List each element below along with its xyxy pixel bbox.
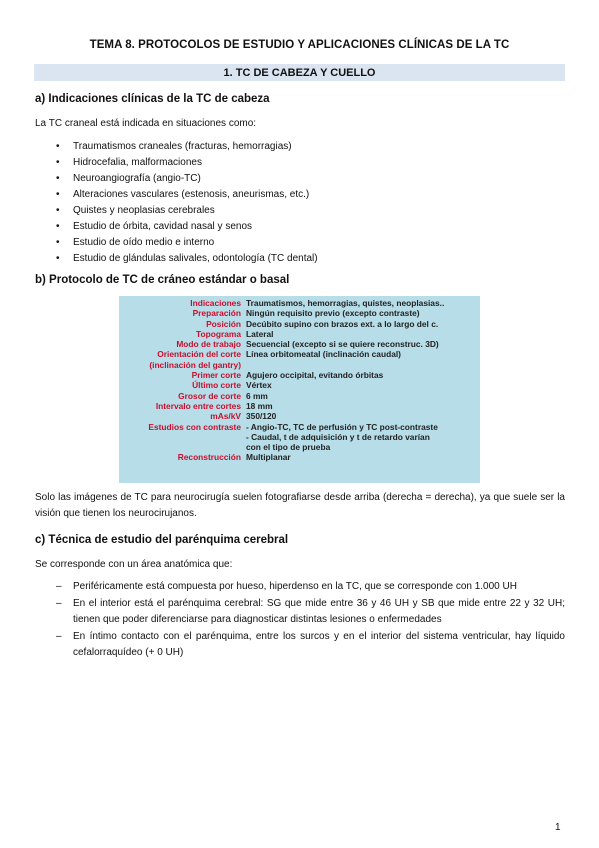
heading-part-a: a) Indicaciones clínicas de la TC de cabeza <box>35 93 270 105</box>
row-value: Ningún requisito previo (excepto contraste) <box>246 308 420 319</box>
table-row <box>119 391 480 401</box>
table-row <box>119 308 480 318</box>
list-item: • Neuroangiografía (angio-TC) <box>0 171 318 187</box>
row-label: mAs/kV <box>210 411 241 422</box>
table-row <box>119 452 480 462</box>
list-item: • Estudio de oído medio e interno <box>0 235 318 251</box>
row-label: Grosor de corte <box>178 390 241 401</box>
bullet-icon: • <box>56 141 60 152</box>
row-value: Decúbito supino con brazos ext. a lo largo del c. <box>246 318 439 329</box>
part-a-intro: La TC craneal está indicada en situaciones como: <box>35 118 257 129</box>
bullet-icon: • <box>56 157 60 168</box>
row-label: Estudios con contraste <box>148 421 241 432</box>
row-label: Topograma <box>196 328 241 339</box>
heading-part-c: c) Técnica de estudio del parénquima cerebral <box>35 534 289 546</box>
part-c-intro: Se corresponde con un área anatómica que: <box>35 559 233 570</box>
list-item: – En el interior está el parénquima cerebral: SG que mide entre 36 y 46 UH y SB que mide entre 22 y 32 UH; tienen que poder diferenciarse para diagnosticar distintas lesiones o enfermedades <box>56 598 565 625</box>
row-value: - Angio-TC, TC de perfusión y TC post-contraste - Caudal, t de adquisición y t de retardo varían con el tipo de prueba <box>246 421 438 453</box>
protocol-table <box>119 296 480 483</box>
list-item: – En íntimo contacto con el parénquima, entre los surcos y en el interior del sistema ventricular, hay líquido cefalorraquídeo (+ 0 UH) <box>56 631 565 658</box>
dash-icon: – <box>56 581 62 592</box>
row-label: Intervalo entre cortes <box>155 400 241 411</box>
part-b-note: Solo las imágenes de TC para neurocirugía suelen fotografiarse desde arriba (derecha = derecha), ya que suele ser la visión que tienen los neurocirujanos. <box>35 492 565 519</box>
row-label: Último corte <box>192 380 241 391</box>
row-value: 350/120 <box>246 411 277 422</box>
page-number: 1 <box>555 822 561 833</box>
row-label: Reconstrucción <box>177 452 241 463</box>
parenchyma-list <box>0 579 565 662</box>
list-item: – Periféricamente está compuesta por hueso, hiperdenso en la TC, que se corresponde con 1.000 UH <box>0 579 565 595</box>
document-title: TEMA 8. PROTOCOLOS DE ESTUDIO Y APLICACIONES CLÍNICAS DE LA TC <box>89 39 510 51</box>
list-item: • Traumatismos craneales (fracturas, hemorragias) <box>0 139 318 155</box>
section-heading: 1. TC DE CABEZA Y CUELLO <box>34 64 565 81</box>
list-item: • Estudio de glándulas salivales, odontología (TC dental) <box>0 251 318 267</box>
row-value: Lateral <box>246 328 274 339</box>
row-label: Indicaciones <box>190 298 241 308</box>
table-row <box>119 319 480 329</box>
bullet-icon: • <box>56 237 60 248</box>
row-label: Posición <box>206 318 241 329</box>
table-row <box>119 422 480 453</box>
row-value: Agujero occipital, evitando órbitas <box>246 370 384 381</box>
bullet-icon: • <box>56 173 60 184</box>
row-value: 6 mm <box>246 390 268 401</box>
row-label: Orientación del corte (inclinación del gantry) <box>149 349 241 370</box>
row-value: Secuencial (excepto si se quiere reconstruc. 3D) <box>246 339 439 350</box>
table-row <box>119 339 480 349</box>
table-row <box>119 411 480 421</box>
bullet-icon: • <box>56 205 60 216</box>
list-item: • Alteraciones vasculares (estenosis, aneurismas, etc.) <box>0 187 318 203</box>
bullet-icon: • <box>56 221 60 232</box>
row-value: Línea orbitomeatal (inclinación caudal) <box>246 349 401 360</box>
bullet-icon: • <box>56 189 60 200</box>
list-item: • Quistes y neoplasias cerebrales <box>0 203 318 219</box>
dash-icon: – <box>56 598 62 609</box>
row-value: 18 mm <box>246 400 273 411</box>
row-label: Modo de trabajo <box>176 339 241 350</box>
dash-icon: – <box>56 631 62 642</box>
row-value: Traumatismos, hemorragias, quistes, neoplasias.. <box>246 298 445 308</box>
bullet-icon: • <box>56 253 60 264</box>
table-row <box>119 296 480 308</box>
indications-list <box>0 139 318 267</box>
row-value: Multiplanar <box>246 452 291 463</box>
row-value: Vértex <box>246 380 272 391</box>
table-row <box>119 401 480 411</box>
row-label: Primer corte <box>191 370 241 381</box>
table-row <box>119 380 480 390</box>
heading-part-b: b) Protocolo de TC de cráneo estándar o basal <box>35 274 290 286</box>
table-row <box>119 349 480 370</box>
row-label: Preparación <box>192 308 241 319</box>
table-row <box>119 370 480 380</box>
table-row <box>119 329 480 339</box>
list-item: • Hidrocefalia, malformaciones <box>0 155 318 171</box>
list-item: • Estudio de órbita, cavidad nasal y senos <box>0 219 318 235</box>
